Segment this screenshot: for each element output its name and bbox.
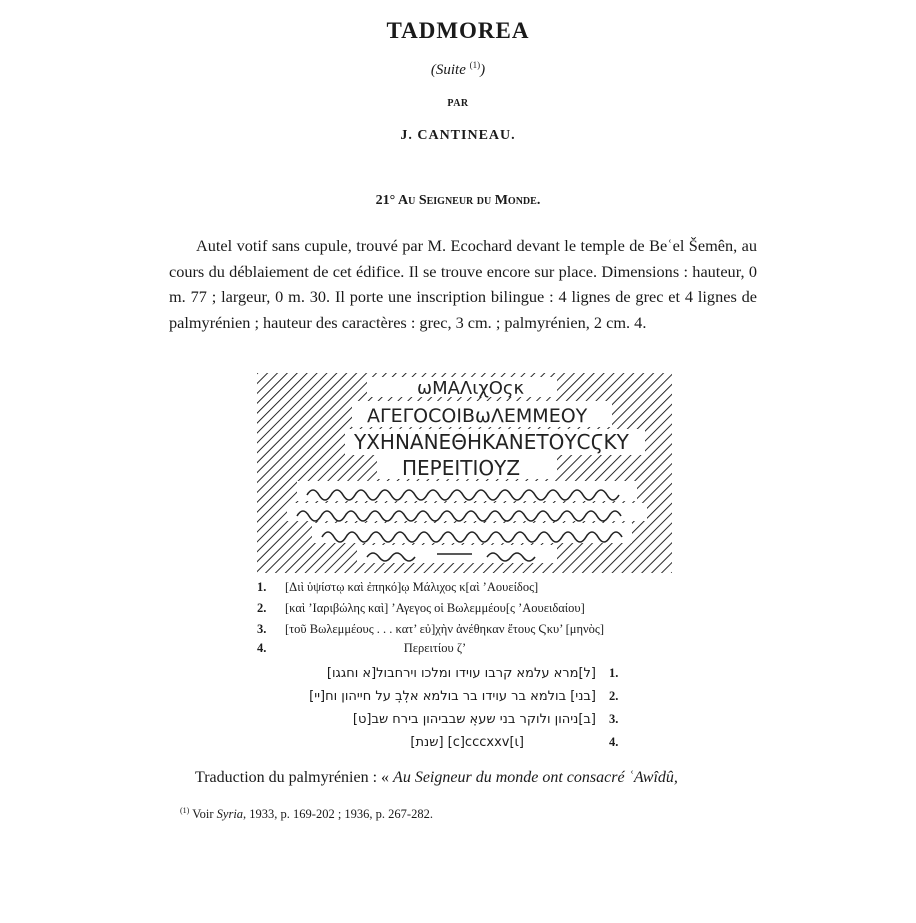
greek-line-number: 1. (257, 580, 267, 594)
footnote-mark: (1) (180, 806, 190, 815)
greek-line-1 (257, 580, 667, 595)
palmyrene-line-number: 4. (609, 735, 619, 749)
greek-line-text: [καὶ ’Ιαριβώλης καὶ] ’Αγεγος οἱ Βωλεμμέου[ς ’Αουειδαίου] (285, 601, 585, 615)
translation-text: Au Seigneur du monde ont consacré ʿAwîdû, (393, 769, 678, 786)
palmyrene-line-4: [שנת] [c]cccxxv[ι] (410, 735, 524, 750)
article-subtitle: (Suite $^{(1)}$) (430, 60, 486, 78)
intro-paragraph: Autel votif sans cupule, trouvé par M. Ecochard devant le temple de Beʿel Šemên, au cours du déblaiement de cet édifice. Il se trouve encore sur place. Dimensions : hauteur, 0 m. 77 ; largeur, 0 m. 30. Il porte une inscription bilingue : 4 lignes de grec et 4 lignes de palmyrénien ; hauteur des caractères : grec, 3 cm. ; palmyrénien, 2 cm. 4. (169, 236, 757, 332)
palmyrene-line-number: 1. (609, 666, 619, 680)
section-heading: 21° Au Seigneur du Monde. (375, 193, 541, 208)
palmyrene-line-1: [ל]מרא עלמא קרבו עוידו ומלכו וירחבול[א וחגגו] (326, 666, 596, 681)
by-label: PAR (447, 98, 469, 109)
figure-greek-line-4: ΠΕΡΕΙΤΙΟΥΖ (402, 456, 521, 480)
figure-greek-line-1: ωΜΑΛιχΟςκ (417, 378, 525, 399)
subtitle-text: Suite (435, 62, 466, 78)
translation-prefix: Traduction du palmyrénien : « (195, 769, 394, 786)
greek-line-text: Περειτίου ζ’ (403, 641, 467, 655)
article-title: TADMOREA (386, 18, 530, 43)
greek-line-text: [τοῦ Βωλεμμέους . . . κατ’ εὐ]χὴν ἀνέθηκαν ἔτους Ϛκυ’ [μηνὸς] (285, 622, 605, 636)
greek-line-4 (257, 641, 667, 656)
footnote (180, 806, 433, 822)
greek-line-2 (257, 601, 667, 616)
inscription-figure (257, 373, 672, 573)
palmyrene-line-number: 2. (609, 689, 619, 703)
footnote-journal: Syria (216, 807, 244, 822)
subtitle-footnote-mark: (1) (469, 60, 481, 70)
figure-greek-line-2: ΑΓΕΓΟCΟΙΒωΛΕΜΜΕΟΥ (367, 405, 588, 427)
figure-greek-line-3: ΥΧΗΝΑΝΕΘΗΚΑΝΕΤΟΥCϚΚΥ (354, 430, 629, 454)
palmyrene-line-number: 3. (609, 712, 619, 726)
greek-line-3 (257, 622, 667, 637)
author-name: J. CANTINEAU. (400, 128, 516, 143)
footnote-post: , 1933, p. 169-202 ; 1936, p. 267-282. (243, 807, 433, 822)
translation-line (195, 769, 678, 787)
footnote-pre: Voir (189, 807, 217, 822)
palmyrene-line-3: [ב]ניהון ולוקר בני שע̣א שבביהון בירח שב[ט] (352, 712, 596, 727)
greek-line-number: 4. (257, 641, 267, 655)
greek-line-text: [Διὶ ὑψίστῳ καὶ ἐπηκό]ῳ Μάλιχος κ[αὶ ’Αουείδος] (285, 580, 539, 594)
palmyrene-line-2: [בני] בולמא בר עוידו בר בולמא א̣ל̣ב על חייהון וח[יי] (309, 689, 596, 704)
greek-line-number: 2. (257, 601, 267, 615)
greek-line-number: 3. (257, 622, 267, 636)
